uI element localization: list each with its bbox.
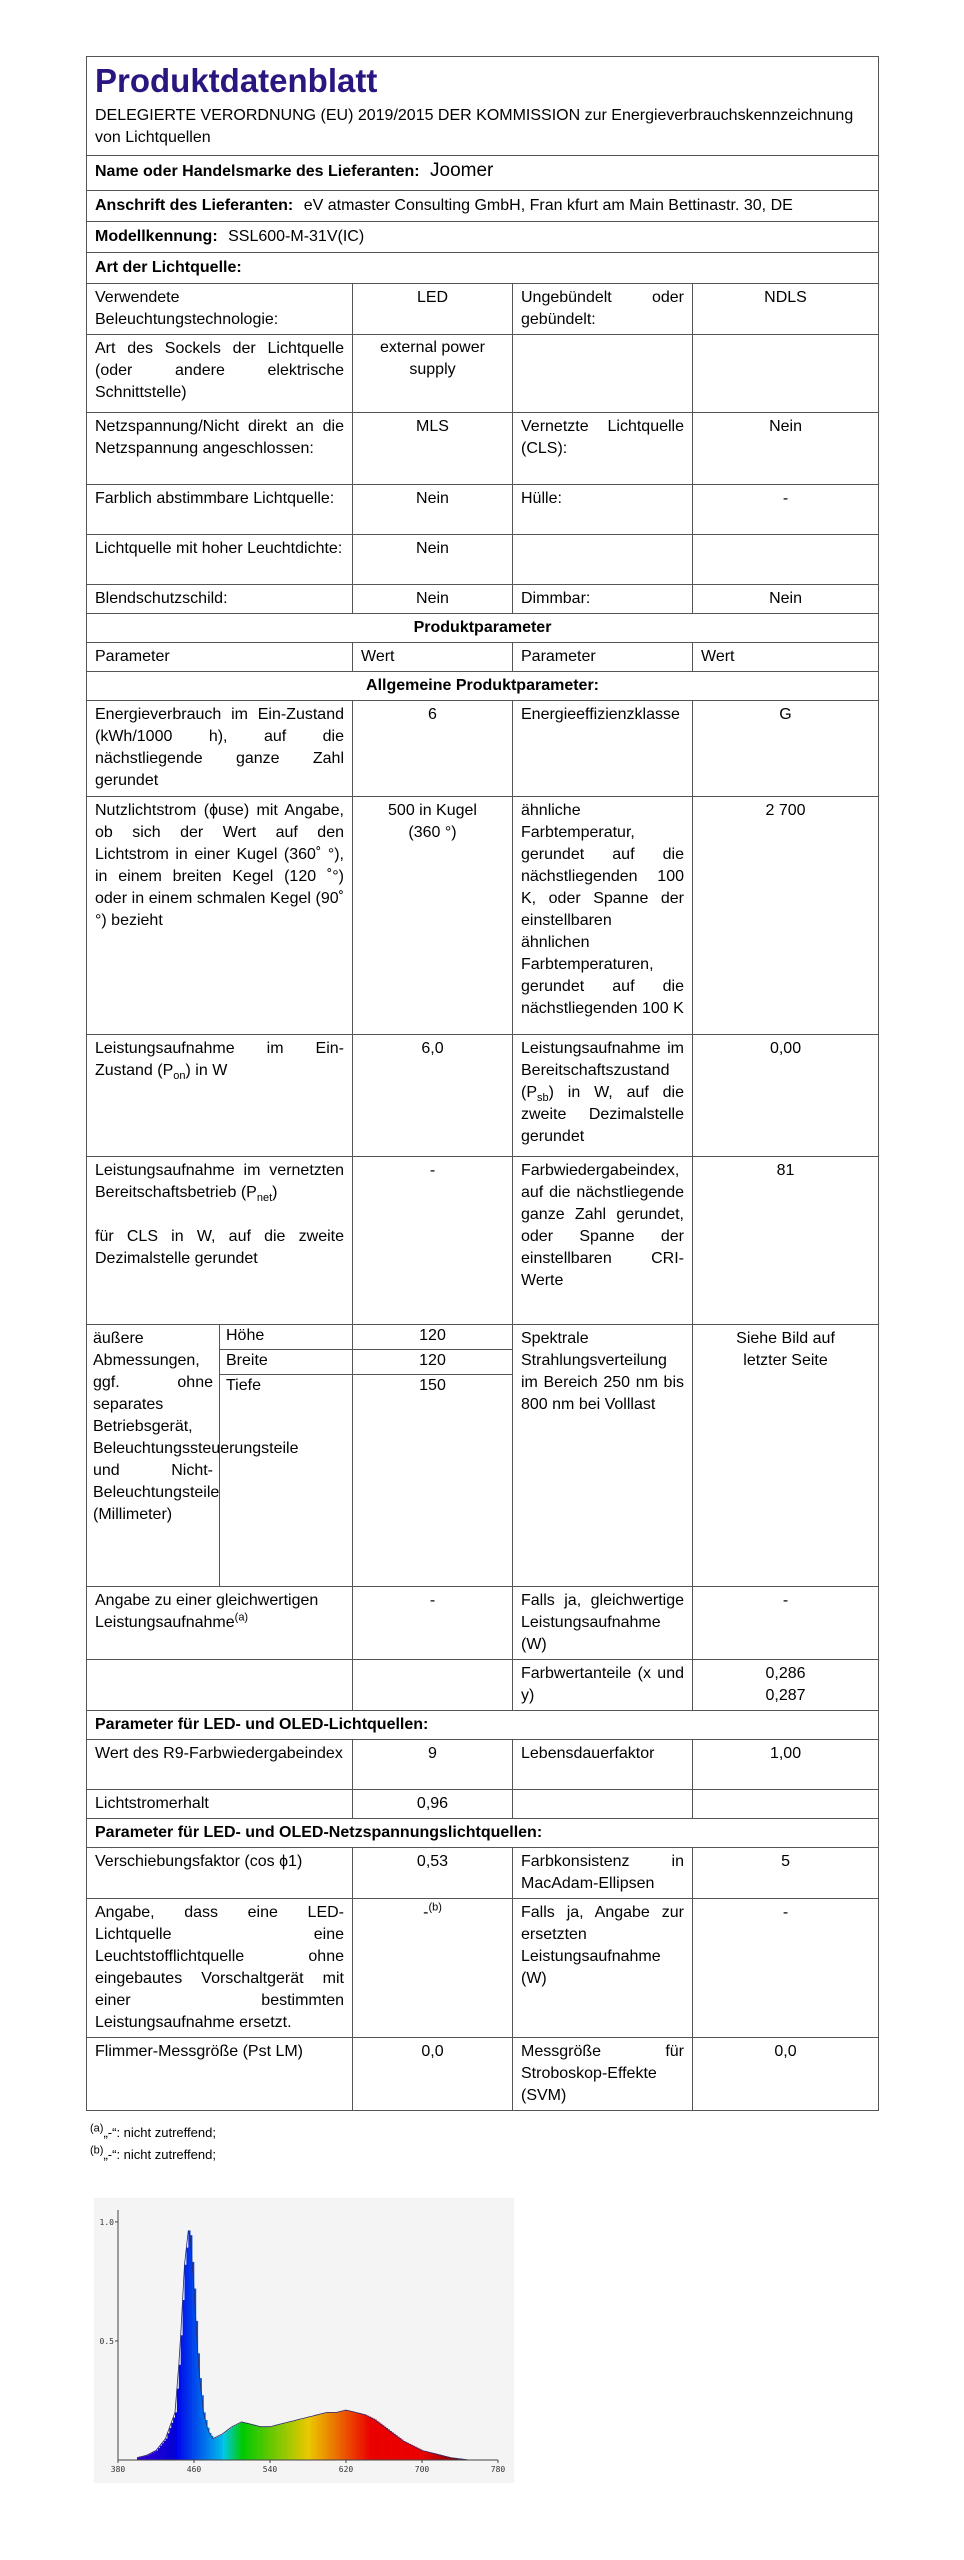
spectrum-bar	[283, 2423, 285, 2460]
spectrum-bar	[266, 2427, 268, 2460]
spectrum-bar	[177, 2389, 179, 2460]
tech-label: Verwendete Beleuchtungstechnologie:	[87, 284, 353, 335]
spectrum-bar	[426, 2451, 428, 2460]
general-heading: Allgemeine Produktparameter:	[87, 672, 879, 701]
eclass-label: Energieeffizienzklasse	[513, 701, 693, 797]
spectrum-bar	[226, 2431, 228, 2460]
mains-value: MLS	[353, 413, 513, 485]
spectrum-bar	[371, 2418, 373, 2460]
spectrum-bar	[167, 2433, 169, 2460]
spectrum-bar	[304, 2418, 306, 2460]
spectrum-bar	[272, 2426, 274, 2460]
cct-value: 2 700	[693, 797, 879, 1035]
spectrum-bar	[382, 2425, 384, 2460]
spectrum-bar	[428, 2452, 430, 2460]
spectrum-bar	[397, 2437, 399, 2460]
spectrum-bar	[236, 2425, 238, 2460]
params-heading: Produktparameter	[87, 614, 879, 643]
equiv-value: -	[353, 1587, 513, 1660]
spectrum-bar	[308, 2417, 310, 2460]
spectrum-bar	[188, 2230, 190, 2460]
spectrum-bar	[291, 2421, 293, 2460]
spectrum-bar	[323, 2413, 325, 2460]
mains-label: Netzspannung/Nicht direkt an die Netzspannung angeschlossen:	[87, 413, 353, 485]
spectrum-bar	[422, 2450, 424, 2460]
spectrum-bar	[280, 2424, 282, 2460]
shift-label: Verschiebungsfaktor (cos ϕ1)	[87, 1848, 353, 1899]
spectrum-bar	[373, 2419, 375, 2460]
spectrum-bar	[240, 2423, 242, 2460]
spectrum-bar	[261, 2427, 263, 2460]
spectrum-bar	[394, 2434, 396, 2460]
page-title: Produktdatenblatt	[87, 57, 879, 104]
psb-value: 0,00	[693, 1035, 879, 1157]
datasheet	[86, 56, 878, 2111]
height-label: Höhe	[220, 1325, 352, 1350]
spectrum-bar	[342, 2411, 344, 2460]
lumen-label: Lichtstromerhalt	[87, 1790, 353, 1819]
spectrum-bar	[403, 2441, 405, 2460]
spectrum-bar	[295, 2420, 297, 2460]
spectrum-bar	[299, 2420, 301, 2460]
cls-label: Vernetzte Lichtquelle (CLS):	[513, 413, 693, 485]
macadam-value: 5	[693, 1848, 879, 1899]
spectrum-bar	[361, 2414, 363, 2460]
luminance-label: Lichtquelle mit hoher Leuchtdichte:	[87, 535, 353, 585]
replace2-label: Falls ja, Angabe zur ersetzten Leistungsaufnahme (W)	[513, 1899, 693, 2038]
replace-value: -$^{(b)}$	[353, 1899, 513, 2038]
spectrum-bar	[166, 2439, 168, 2460]
spectrum-bar	[175, 2412, 177, 2460]
spectrum-bar	[346, 2410, 348, 2460]
supplier-name-label: Name oder Handelsmarke des Lieferanten:	[95, 163, 420, 180]
spectrum-chart	[94, 2198, 514, 2483]
cri-label: Farbwiedergabeindex, auf die nächstliegende ganze Zahl gerundet, oder Spanne der einstellbaren CRI-Werte	[513, 1157, 693, 1325]
lightsource-heading: Art der Lichtquelle:	[87, 253, 879, 284]
led-heading: Parameter für LED- und OLED-Lichtquellen:	[87, 1711, 879, 1740]
spectrum-bar	[150, 2453, 152, 2460]
r9-label: Wert des R9-Farbwiedergabeindex	[87, 1740, 353, 1790]
col-param-2: Parameter	[513, 643, 693, 672]
shift-value: 0,53	[353, 1848, 513, 1899]
flicker-label: Flimmer-Messgröße (Pst LM)	[87, 2038, 353, 2111]
spectrum-bar	[369, 2417, 371, 2460]
energy-value: 6	[353, 701, 513, 797]
spectrum-bar	[395, 2435, 397, 2460]
spectrum-bar	[392, 2432, 394, 2460]
equiv2-value: -	[693, 1587, 879, 1660]
spectrum-bar	[232, 2427, 234, 2460]
spectrum-bar	[164, 2441, 166, 2460]
width-value: 120	[353, 1350, 512, 1375]
x-tick-label: 620	[338, 2465, 354, 2474]
eclass-value: G	[693, 701, 879, 797]
flux-label: Nutzlichtstrom (ϕuse) mit Angabe, ob sich der Wert auf den Lichtstrom in einer Kugel (360˚ °), in einem breiten Kegel (120 ˚°) oder in einem schmalen Kegel (90˚ °) bezieht	[87, 797, 353, 1035]
spectrum-bar	[270, 2427, 272, 2460]
spectrum-bar	[348, 2410, 350, 2460]
spectrum-bar	[173, 2418, 175, 2460]
cct-label: ähnliche Farbtemperatur, gerundet auf die nächstliegenden 100 K, oder Spanne der einstellbaren ähnlichen Farbtemperaturen, gerundet auf die nächstliegenden 100 K	[513, 797, 693, 1035]
spectrum-bar	[352, 2411, 354, 2460]
spectrum-bar	[145, 2456, 147, 2460]
spectrum-bar	[181, 2335, 183, 2460]
spectrum-bar	[276, 2425, 278, 2460]
spectrum-bar	[325, 2413, 327, 2460]
luminance-value: Nein	[353, 535, 513, 585]
spectrum-bar	[293, 2421, 295, 2460]
datasheet-table	[86, 56, 879, 2111]
spectrum-bar	[363, 2414, 365, 2460]
spectrum-bar	[432, 2453, 434, 2460]
spectrum-bar	[414, 2447, 416, 2460]
r9-value: 9	[353, 1740, 513, 1790]
spectrum-bar	[316, 2415, 318, 2460]
spectrum-bar	[365, 2415, 367, 2460]
envelope-label: Hülle:	[513, 485, 693, 535]
spectrum-bar	[300, 2419, 302, 2460]
cri-value: 81	[693, 1157, 879, 1325]
spectrum-bar	[274, 2426, 276, 2460]
spectrum-bar	[357, 2413, 359, 2460]
replace2-value: -	[693, 1899, 879, 2038]
supplier-name-value: Joomer	[430, 160, 494, 181]
spectrum-bar	[413, 2446, 415, 2460]
glare-label: Blendschutzschild:	[87, 585, 353, 614]
spectrum-bar	[162, 2443, 164, 2460]
spectrum-bar	[278, 2425, 280, 2460]
pnet-label: Leistungsaufnahme im vernetzten Bereitschaftsbetrieb $(P_{net})$ für CLS in W, auf die zweite Dezimalstelle gerundet	[87, 1157, 353, 1325]
spectral-label: Spektrale Strahlungsverteilung im Bereich 250 nm bis 800 nm bei Volllast	[513, 1325, 693, 1587]
x-tick-label: 460	[186, 2465, 202, 2474]
spectrum-bar	[169, 2428, 171, 2460]
tunable-label: Farblich abstimmbare Lichtquelle:	[87, 485, 353, 535]
spectrum-bar	[156, 2450, 158, 2460]
spectrum-bar	[338, 2412, 340, 2460]
spectrum-bar	[183, 2300, 185, 2460]
spectrum-bar	[386, 2428, 388, 2460]
spectrum-bar	[407, 2443, 409, 2460]
spectrum-bar	[289, 2422, 291, 2460]
spectrum-bar	[143, 2456, 145, 2460]
depth-value: 150	[419, 1377, 446, 1394]
pnet-value: -	[353, 1157, 513, 1325]
spectrum-bar	[228, 2430, 230, 2460]
psb-label: Leistungsaufnahme im Bereitschaftszustand $(P_{sb})$ in W, auf die zweite Dezimalstelle gerundet	[513, 1035, 693, 1157]
energy-label: Energieverbrauch im Ein-Zustand (kWh/1000 h), auf die nächstliegende ganze Zahl gerundet	[87, 701, 353, 797]
spectrum-bar	[302, 2419, 304, 2460]
height-value: 120	[353, 1325, 512, 1350]
spectrum-bar	[243, 2422, 245, 2460]
spectrum-bar	[319, 2414, 321, 2460]
spectrum-bar	[376, 2421, 378, 2460]
tunable-value: Nein	[353, 485, 513, 535]
spectrum-bar	[418, 2449, 420, 2460]
spectrum-bar	[359, 2413, 361, 2460]
spectrum-bar	[405, 2442, 407, 2460]
chroma-value: 0,286 0,287	[693, 1660, 879, 1711]
spectrum-bar	[148, 2454, 150, 2460]
equiv2-label: Falls ja, gleichwertige Leistungsaufnahme (W)	[513, 1587, 693, 1660]
dimmable-label: Dimmbar:	[513, 585, 693, 614]
spectrum-bar	[262, 2427, 264, 2460]
spectrum-bar	[331, 2412, 333, 2460]
spectrum-bar	[223, 2434, 225, 2460]
spectral-value: Siehe Bild auf letzter Seite	[693, 1325, 879, 1587]
spectrum-bar	[287, 2422, 289, 2460]
supplier-address-value: eV atmaster Consulting GmbH, Fran kfurt am Main Bettinastr. 30, DE	[303, 197, 793, 214]
spectrum-bar	[312, 2416, 314, 2460]
flux-value: 500 in Kugel (360 °)	[353, 797, 513, 1035]
spectrum-bar	[268, 2427, 270, 2460]
spectrum-bar	[356, 2412, 358, 2460]
spectrum-bar	[209, 2433, 211, 2460]
model-label: Modellkennung:	[95, 228, 218, 245]
spectrum-bar	[230, 2428, 232, 2460]
spectrum-bar	[350, 2411, 352, 2460]
x-tick-label: 380	[110, 2465, 126, 2474]
spectrum-bar	[253, 2425, 255, 2460]
spectrum-bar	[433, 2453, 435, 2460]
equiv-label: Angabe zu einer gleichwertigen Leistungsaufnahme$^{(a)}$	[87, 1587, 353, 1660]
model-value: SSL600-M-31V(IC)	[228, 228, 365, 245]
cls-value: Nein	[693, 413, 879, 485]
spectrum-bar	[344, 2410, 346, 2460]
col-param-1: Parameter	[87, 643, 353, 672]
bundled-value: NDLS	[693, 284, 879, 335]
x-tick-label: 780	[490, 2465, 506, 2474]
svm-label: Messgröße für Stroboskop-Effekte (SVM)	[513, 2038, 693, 2111]
spectrum-bar	[186, 2248, 188, 2460]
col-value-2: Wert	[693, 643, 879, 672]
spectrum-bar	[354, 2412, 356, 2460]
spectrum-bar	[259, 2426, 261, 2460]
glare-value: Nein	[353, 585, 513, 614]
spectrum-bar	[247, 2423, 249, 2460]
spectrum-bar	[264, 2427, 266, 2460]
spectrum-bar	[190, 2235, 192, 2460]
spectrum-bar	[399, 2438, 401, 2460]
spectrum-bar	[221, 2435, 223, 2460]
footnotes	[90, 2122, 216, 2166]
spectrum-bar	[160, 2446, 162, 2460]
spectrum-bar	[318, 2415, 320, 2460]
footnote-a: $^{(a)}$„-“: nicht zutreffend;	[90, 2122, 216, 2140]
spectrum-bar	[249, 2424, 251, 2460]
spectrum-bar	[430, 2452, 432, 2460]
spectrum-bar	[390, 2431, 392, 2460]
survival-value: 1,00	[693, 1740, 879, 1790]
spectrum-bar	[409, 2444, 411, 2460]
spectrum-bar	[435, 2454, 437, 2460]
bundled-label: Ungebündelt oder gebündelt:	[513, 284, 693, 335]
spectrum-bar	[321, 2414, 323, 2460]
spectrum-bar	[375, 2420, 377, 2460]
spectrum-bar	[234, 2426, 236, 2460]
spectrum-bar	[215, 2438, 217, 2460]
spectrum-bar	[213, 2439, 215, 2460]
spectrum-bar	[211, 2436, 213, 2460]
spectrum-bar	[152, 2452, 154, 2460]
macadam-label: Farbkonsistenz in MacAdam-Ellipsen	[513, 1848, 693, 1899]
spectrum-bar	[219, 2436, 221, 2460]
width-label: Breite	[220, 1350, 352, 1375]
spectrum-bar	[416, 2448, 418, 2460]
socket-value: external power supply	[353, 335, 513, 413]
chroma-label: Farbwertanteile (x und y)	[513, 1660, 693, 1711]
col-value-1: Wert	[353, 643, 513, 672]
spectrum-bar	[185, 2265, 187, 2460]
spectrum-bar	[337, 2412, 339, 2460]
spectrum-bar	[340, 2411, 342, 2460]
dimmable-value: Nein	[693, 585, 879, 614]
spectrum-bar	[384, 2427, 386, 2460]
footnote-b: $^{(b)}$„-“: nicht zutreffend;	[90, 2144, 216, 2162]
envelope-value: -	[693, 485, 879, 535]
spectrum-bar	[171, 2423, 173, 2460]
spectrum-bar	[257, 2426, 259, 2460]
spectrum-bar	[224, 2432, 226, 2460]
spectrum-bar	[255, 2425, 257, 2460]
spectrum-bar	[147, 2455, 149, 2460]
spectrum-bar	[329, 2412, 331, 2460]
spectrum-bar	[285, 2423, 287, 2460]
spectrum-bar	[378, 2422, 380, 2460]
tech-value: LED	[353, 284, 513, 335]
spectrum-bar	[411, 2445, 413, 2460]
svm-value: 0,0	[693, 2038, 879, 2111]
spectrum-bar	[424, 2451, 426, 2460]
supplier-address-label: Anschrift des Lieferanten:	[95, 197, 294, 214]
spectrum-bar	[367, 2416, 369, 2460]
spectrum-bar	[335, 2412, 337, 2460]
lumen-value: 0,96	[353, 1790, 513, 1819]
spectrum-bar	[380, 2424, 382, 2460]
spectrum-bar	[297, 2420, 299, 2460]
y-tick-label: 1.0	[99, 2217, 114, 2227]
spectrum-bar	[306, 2418, 308, 2460]
spectrum-bar	[420, 2450, 422, 2460]
spectrum-bar	[281, 2424, 283, 2460]
pon-value: 6,0	[353, 1035, 513, 1157]
spectrum-bar	[314, 2416, 316, 2460]
regulation-text: DELEGIERTE VERORDNUNG (EU) 2019/2015 DER KOMMISSION zur Energieverbrauchskennzeichnung von Lichtquellen	[87, 103, 879, 156]
spectrum-bar	[158, 2448, 160, 2460]
spectrum-bar	[217, 2437, 219, 2460]
mains-heading: Parameter für LED- und OLED-Netzspannungslichtquellen:	[87, 1819, 879, 1848]
socket-label: Art des Sockels der Lichtquelle (oder andere elektrische Schnittstelle)	[87, 335, 353, 413]
spectrum-bar	[238, 2424, 240, 2460]
spectrum-bar	[251, 2424, 253, 2460]
spectrum-bar	[333, 2412, 335, 2460]
y-tick-label: 0.5	[99, 2336, 114, 2346]
spectrum-bar	[242, 2422, 244, 2460]
flicker-value: 0,0	[353, 2038, 513, 2111]
spectrum-bar	[401, 2440, 403, 2460]
x-tick-label: 700	[414, 2465, 430, 2474]
spectrum-bar	[179, 2365, 181, 2460]
pon-label: Leistungsaufnahme im Ein-Zustand $(P_{on})$ in W	[87, 1035, 353, 1157]
dims-label: äußere Abmessungen, ggf. ohne separates Betriebsgerät, Beleuchtungssteuerungsteile und Nicht-Beleuchtungsteile (Millimeter)	[87, 1325, 220, 1587]
spectrum-bar	[327, 2412, 329, 2460]
depth-label: Tiefe	[226, 1377, 261, 1394]
replace-label: Angabe, dass eine LED-Lichtquelle eine Leuchtstofflichtquelle ohne eingebautes Vorschaltgerät mit einer bestimmten Leistungsaufnahme ersetzt.	[87, 1899, 353, 2038]
spectrum-bar	[245, 2423, 247, 2460]
x-tick-label: 540	[262, 2465, 278, 2474]
survival-label: Lebensdauerfaktor	[513, 1740, 693, 1790]
spectrum-bar	[388, 2430, 390, 2460]
spectrum-bar	[154, 2451, 156, 2460]
spectrum-bar	[310, 2417, 312, 2460]
